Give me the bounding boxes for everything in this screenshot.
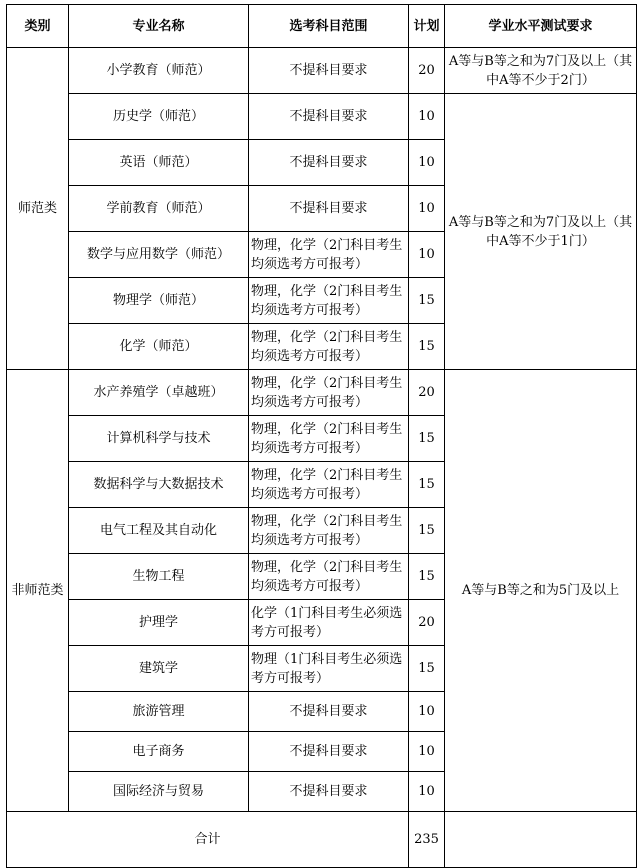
subjects-cell: 物理，化学（2门科目考生均须选考方可报考） bbox=[249, 324, 409, 370]
major-cell: 生物工程 bbox=[69, 554, 249, 600]
subjects-cell: 不提科目要求 bbox=[249, 772, 409, 812]
subjects-cell: 物理，化学（2门科目考生均须选考方可报考） bbox=[249, 416, 409, 462]
header-subjects: 选考科目范围 bbox=[249, 5, 409, 48]
table-row bbox=[7, 94, 637, 140]
category-cell: 师范类 bbox=[7, 48, 69, 370]
subjects-cell: 不提科目要求 bbox=[249, 94, 409, 140]
plan-cell: 20 bbox=[409, 600, 445, 646]
table-row bbox=[7, 48, 637, 94]
plan-cell: 10 bbox=[409, 692, 445, 732]
major-cell: 小学教育（师范） bbox=[69, 48, 249, 94]
plan-cell: 15 bbox=[409, 324, 445, 370]
subjects-cell: 物理，化学（2门科目考生均须选考方可报考） bbox=[249, 462, 409, 508]
major-cell: 电子商务 bbox=[69, 732, 249, 772]
subjects-cell: 不提科目要求 bbox=[249, 692, 409, 732]
subjects-cell: 物理，化学（2门科目考生均须选考方可报考） bbox=[249, 278, 409, 324]
major-cell: 水产养殖学（卓越班） bbox=[69, 370, 249, 416]
plan-cell: 10 bbox=[409, 232, 445, 278]
requirement-cell: A等与B等之和为5门及以上 bbox=[445, 370, 637, 812]
major-cell: 英语（师范） bbox=[69, 140, 249, 186]
major-cell: 护理学 bbox=[69, 600, 249, 646]
header-plan: 计划 bbox=[409, 5, 445, 48]
plan-cell: 15 bbox=[409, 416, 445, 462]
major-cell: 化学（师范） bbox=[69, 324, 249, 370]
total-label: 合计 bbox=[7, 812, 409, 868]
subjects-cell: 物理（1门科目考生必须选考方可报考） bbox=[249, 646, 409, 692]
plan-cell: 10 bbox=[409, 186, 445, 232]
plan-cell: 20 bbox=[409, 370, 445, 416]
requirement-cell: A等与B等之和为7门及以上（其中A等不少于2门） bbox=[445, 48, 637, 94]
plan-cell: 15 bbox=[409, 508, 445, 554]
plan-cell: 10 bbox=[409, 94, 445, 140]
subjects-cell: 物理，化学（2门科目考生均须选考方可报考） bbox=[249, 232, 409, 278]
plan-cell: 15 bbox=[409, 646, 445, 692]
plan-cell: 15 bbox=[409, 462, 445, 508]
header-category: 类别 bbox=[7, 5, 69, 48]
category-cell: 非师范类 bbox=[7, 370, 69, 812]
header-requirement: 学业水平测试要求 bbox=[445, 5, 637, 48]
plan-cell: 15 bbox=[409, 554, 445, 600]
major-cell: 电气工程及其自动化 bbox=[69, 508, 249, 554]
subjects-cell: 不提科目要求 bbox=[249, 732, 409, 772]
plan-cell: 20 bbox=[409, 48, 445, 94]
plan-cell: 10 bbox=[409, 140, 445, 186]
major-cell: 建筑学 bbox=[69, 646, 249, 692]
major-cell: 国际经济与贸易 bbox=[69, 772, 249, 812]
major-cell: 历史学（师范） bbox=[69, 94, 249, 140]
subjects-cell: 物理，化学（2门科目考生均须选考方可报考） bbox=[249, 370, 409, 416]
major-cell: 数据科学与大数据技术 bbox=[69, 462, 249, 508]
subjects-cell: 化学（1门科目考生必须选考方可报考） bbox=[249, 600, 409, 646]
plan-cell: 15 bbox=[409, 278, 445, 324]
table-row bbox=[7, 370, 637, 416]
plan-cell: 10 bbox=[409, 772, 445, 812]
subjects-cell: 不提科目要求 bbox=[249, 140, 409, 186]
header-major: 专业名称 bbox=[69, 5, 249, 48]
major-cell: 计算机科学与技术 bbox=[69, 416, 249, 462]
subjects-cell: 不提科目要求 bbox=[249, 186, 409, 232]
requirement-cell: A等与B等之和为7门及以上（其中A等不少于1门） bbox=[445, 94, 637, 370]
subjects-cell: 物理，化学（2门科目考生均须选考方可报考） bbox=[249, 554, 409, 600]
major-cell: 物理学（师范） bbox=[69, 278, 249, 324]
total-requirement bbox=[445, 812, 637, 868]
total-plan: 235 bbox=[409, 812, 445, 868]
subjects-cell: 不提科目要求 bbox=[249, 48, 409, 94]
header-row bbox=[7, 5, 637, 48]
major-cell: 数学与应用数学（师范） bbox=[69, 232, 249, 278]
plan-cell: 10 bbox=[409, 732, 445, 772]
major-cell: 旅游管理 bbox=[69, 692, 249, 732]
total-row bbox=[7, 812, 637, 868]
major-cell: 学前教育（师范） bbox=[69, 186, 249, 232]
admission-plan-table bbox=[6, 4, 637, 868]
subjects-cell: 物理，化学（2门科目考生均须选考方可报考） bbox=[249, 508, 409, 554]
